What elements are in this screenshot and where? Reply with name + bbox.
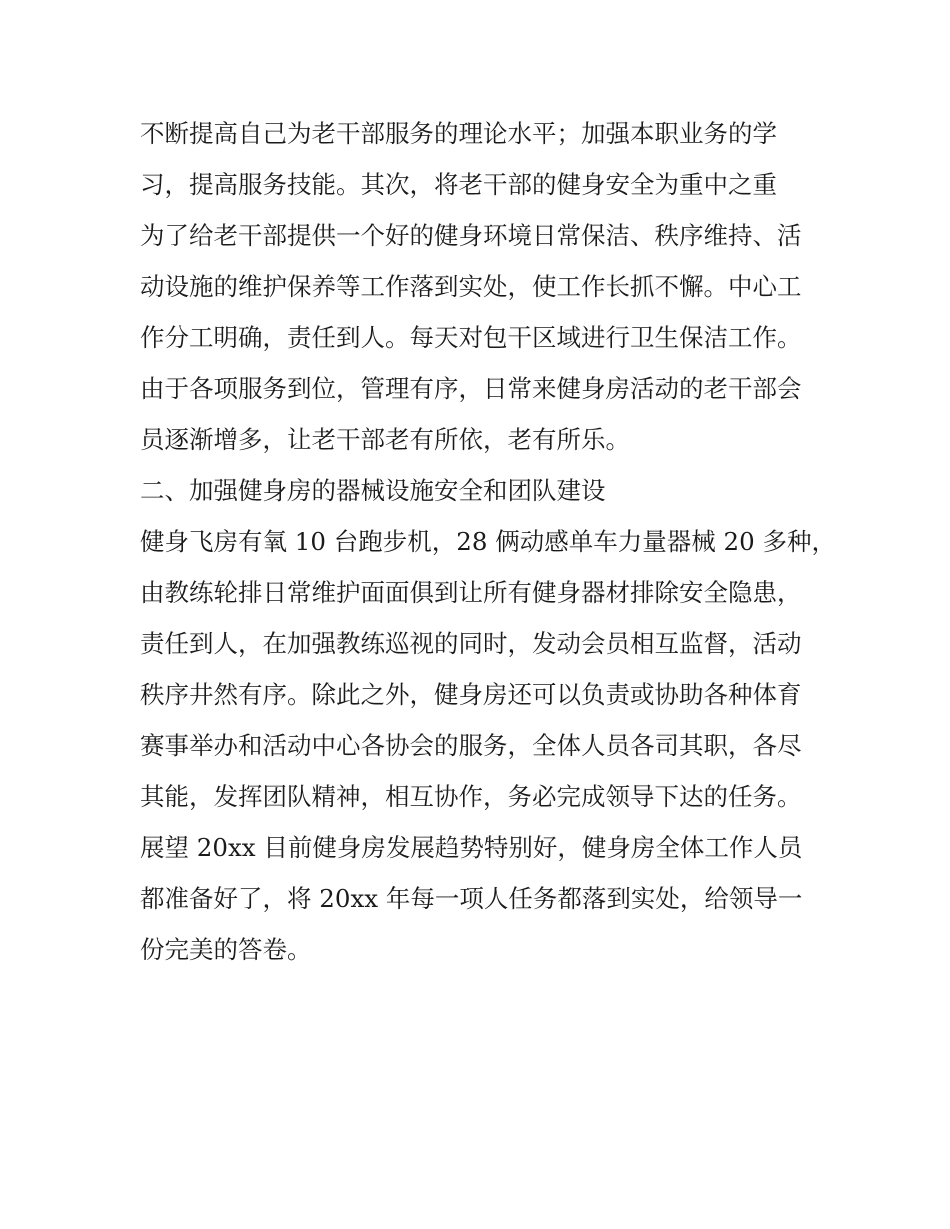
text-line: 秩序井然有序。除此之外，健身房还可以负责或协助各种体育 [140,680,802,709]
text-line: 动设施的维护保养等工作落到实处，使工作长抓不懈。中心工 [140,272,802,301]
text-line: 赛事举办和活动中心各协会的服务，全体人员各司其职，各尽 [140,731,802,760]
text-line: 习，提高服务技能。其次，将老干部的健身安全为重中之重 [140,170,777,199]
text-line: 员逐渐增多，让老干部老有所依，老有所乐。 [140,425,630,454]
text-line: 份完美的答卷。 [140,935,312,964]
text-line: 为了给老干部提供一个好的健身环境日常保洁、秩序维持、活 [140,221,802,250]
text-line: 由教练轮排日常维护面面俱到让所有健身器材排除安全隐患， [140,578,802,607]
text-line: 其能，发挥团队精神，相互协作，务必完成领导下达的任务。 [140,782,802,811]
text-line: 展望 20xx 目前健身房发展趋势特别好，健身房全体工作人员 [140,833,803,862]
text-line: 都准备好了，将 20xx 年每一项人任务都落到实处，给领导一 [140,884,803,913]
section-heading: 二、加强健身房的器械设施安全和团队建设 [140,476,606,505]
text-line: 健身飞房有氧 10 台跑步机，28 俩动感单车力量器械 20 多种， [140,527,836,556]
text-line: 责任到人，在加强教练巡视的同时，发动会员相互监督，活动 [140,629,802,658]
document-body [140,108,840,975]
text-line: 不断提高自己为老干部服务的理论水平；加强本职业务的学 [140,119,777,148]
text-line: 作分工明确，责任到人。每天对包干区域进行卫生保洁工作。 [140,323,802,352]
text-line: 由于各项服务到位，管理有序，日常来健身房活动的老干部会 [140,374,802,403]
